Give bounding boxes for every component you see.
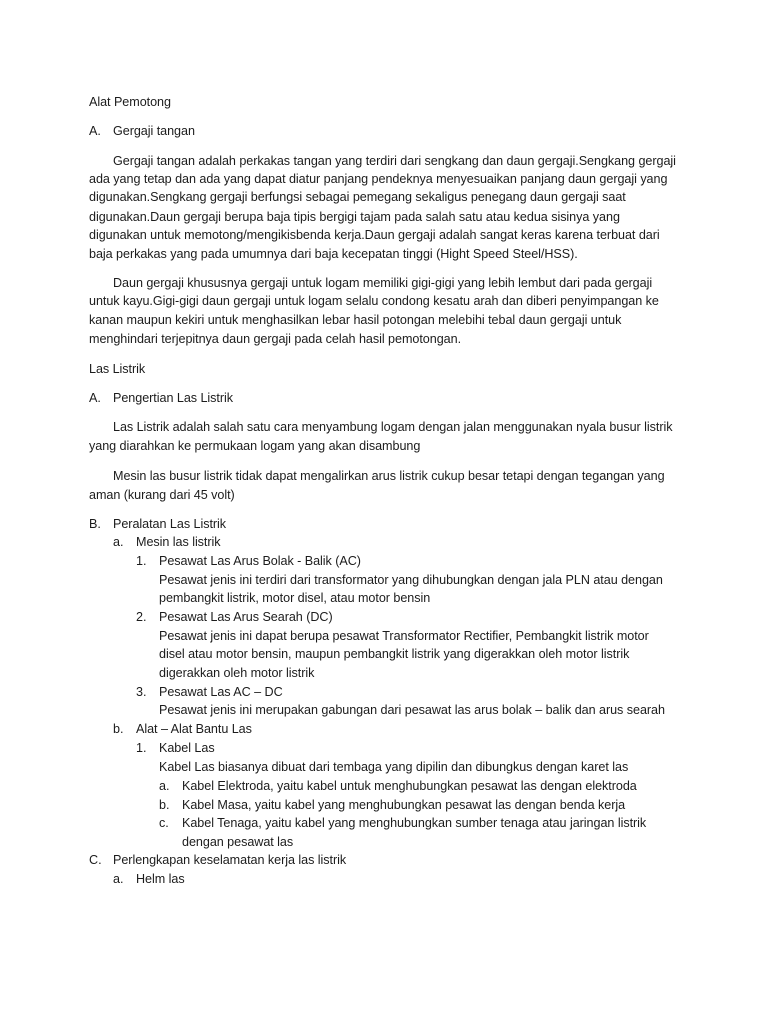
list-marker: 3.: [136, 685, 147, 699]
list-item-desc: Kabel Masa, yaitu kabel yang menghubungkan pesawat las dengan benda kerja: [182, 798, 626, 812]
list-item-title: Pesawat Las Arus Bolak - Balik (AC): [159, 554, 361, 568]
section-heading: Las Listrik: [89, 362, 146, 376]
list-marker: C.: [89, 853, 102, 867]
paragraph-line: Daun gergaji khususnya gergaji untuk logam memiliki gigi-gigi yang lebih lembut dari pada gergaji: [113, 276, 653, 290]
list-item-title: Alat – Alat Bantu Las: [136, 722, 252, 736]
list-marker: b.: [113, 722, 124, 736]
paragraph-line: untuk kayu.Gigi-gigi daun gergaji untuk logam selalu condong kesatu arah dan diberi penyimpangan ke: [89, 294, 659, 308]
list-marker: c.: [159, 816, 169, 830]
list-marker: 2.: [136, 610, 147, 624]
list-item-desc: disel atau motor bensin, maupun pembangkit listrik yang digerakkan oleh motor listrik: [159, 647, 630, 661]
list-marker: a.: [113, 535, 124, 549]
list-marker: A.: [89, 391, 101, 405]
list-item-desc: Kabel Tenaga, yaitu kabel yang menghubungkan sumber tenaga atau jaringan listrik: [182, 816, 647, 830]
paragraph-line: yang diarahkan ke permukaan logam yang akan disambung: [89, 439, 421, 453]
paragraph-line: menghindari terjepitnya daun gergaji pada celah hasil pemotongan.: [89, 332, 462, 346]
list-marker: B.: [89, 517, 101, 531]
paragraph-line: digunakan untuk memotong/mengikisbenda kerja.Daun gergaji adalah sangat keras karena terbuat dari: [89, 228, 660, 242]
paragraph-line: digunakan.Sengkang gergaji berfungsi sebagai pemegang sekaligus penegang daun gergaji saat: [89, 190, 626, 204]
list-marker: 1.: [136, 554, 147, 568]
list-item-desc: pembangkit listrik, motor disel, atau motor bensin: [159, 591, 431, 605]
subsection-title: Perlengkapan keselamatan kerja las listrik: [113, 853, 347, 867]
paragraph-line: ada yang tetap dan ada yang dapat diatur panjang pendeknya menyesuaikan panjang daun gergaji yang: [89, 172, 668, 186]
list-item-desc: Pesawat jenis ini dapat berupa pesawat Transformator Rectifier, Pembangkit listrik motor: [159, 629, 649, 643]
subsection-title: Peralatan Las Listrik: [113, 517, 227, 531]
paragraph-line: baja perkakas yang pada umumnya dari baja kecepatan tinggi (Hight Speed Steel/HSS).: [89, 247, 578, 261]
list-marker: a.: [159, 779, 170, 793]
subsection-title: Pengertian Las Listrik: [113, 391, 234, 405]
list-item-desc: Kabel Elektroda, yaitu kabel untuk menghubungkan pesawat las dengan elektroda: [182, 779, 637, 793]
list-marker: 1.: [136, 741, 147, 755]
subsection-title: Gergaji tangan: [113, 124, 195, 138]
paragraph-line: Gergaji tangan adalah perkakas tangan yang terdiri dari sengkang dan daun gergaji.Sengkang gergaji: [113, 154, 676, 168]
paragraph-line: aman (kurang dari 45 volt): [89, 488, 235, 502]
list-marker: A.: [89, 124, 101, 138]
list-item-desc: Pesawat jenis ini terdiri dari transformator yang dihubungkan dengan jala PLN atau dengan: [159, 573, 663, 587]
list-item-title: Helm las: [136, 872, 185, 886]
list-item-desc: Pesawat jenis ini merupakan gabungan dari pesawat las arus bolak – balik dan arus searah: [159, 703, 665, 717]
paragraph-line: Las Listrik adalah salah satu cara menyambung logam dengan jalan menggunakan nyala busur listrik: [113, 420, 673, 434]
list-item-title: Pesawat Las AC – DC: [159, 685, 283, 699]
list-item-desc: dengan pesawat las: [182, 835, 294, 849]
paragraph-line: Mesin las busur listrik tidak dapat mengalirkan arus listrik cukup besar tetapi dengan tegangan yang: [113, 469, 665, 483]
list-item-desc: Kabel Las biasanya dibuat dari tembaga yang dipilin dan dibungkus dengan karet las: [159, 760, 629, 774]
list-marker: a.: [113, 872, 124, 886]
list-item-title: Pesawat Las Arus Searah (DC): [159, 610, 333, 624]
section-heading: Alat Pemotong: [89, 95, 171, 109]
list-item-title: Kabel Las: [159, 741, 215, 755]
paragraph-line: digunakan.Daun gergaji berupa baja tipis bergigi tajam pada salah satu atau kedua sisinya yang: [89, 210, 620, 224]
list-item-desc: digerakkan oleh motor listrik: [159, 666, 315, 680]
list-marker: b.: [159, 798, 170, 812]
paragraph-line: kanan maupun kekiri untuk menghasilkan lebar hasil potongan melebihi tebal daun gergaji untuk: [89, 313, 622, 327]
list-item-title: Mesin las listrik: [136, 535, 221, 549]
